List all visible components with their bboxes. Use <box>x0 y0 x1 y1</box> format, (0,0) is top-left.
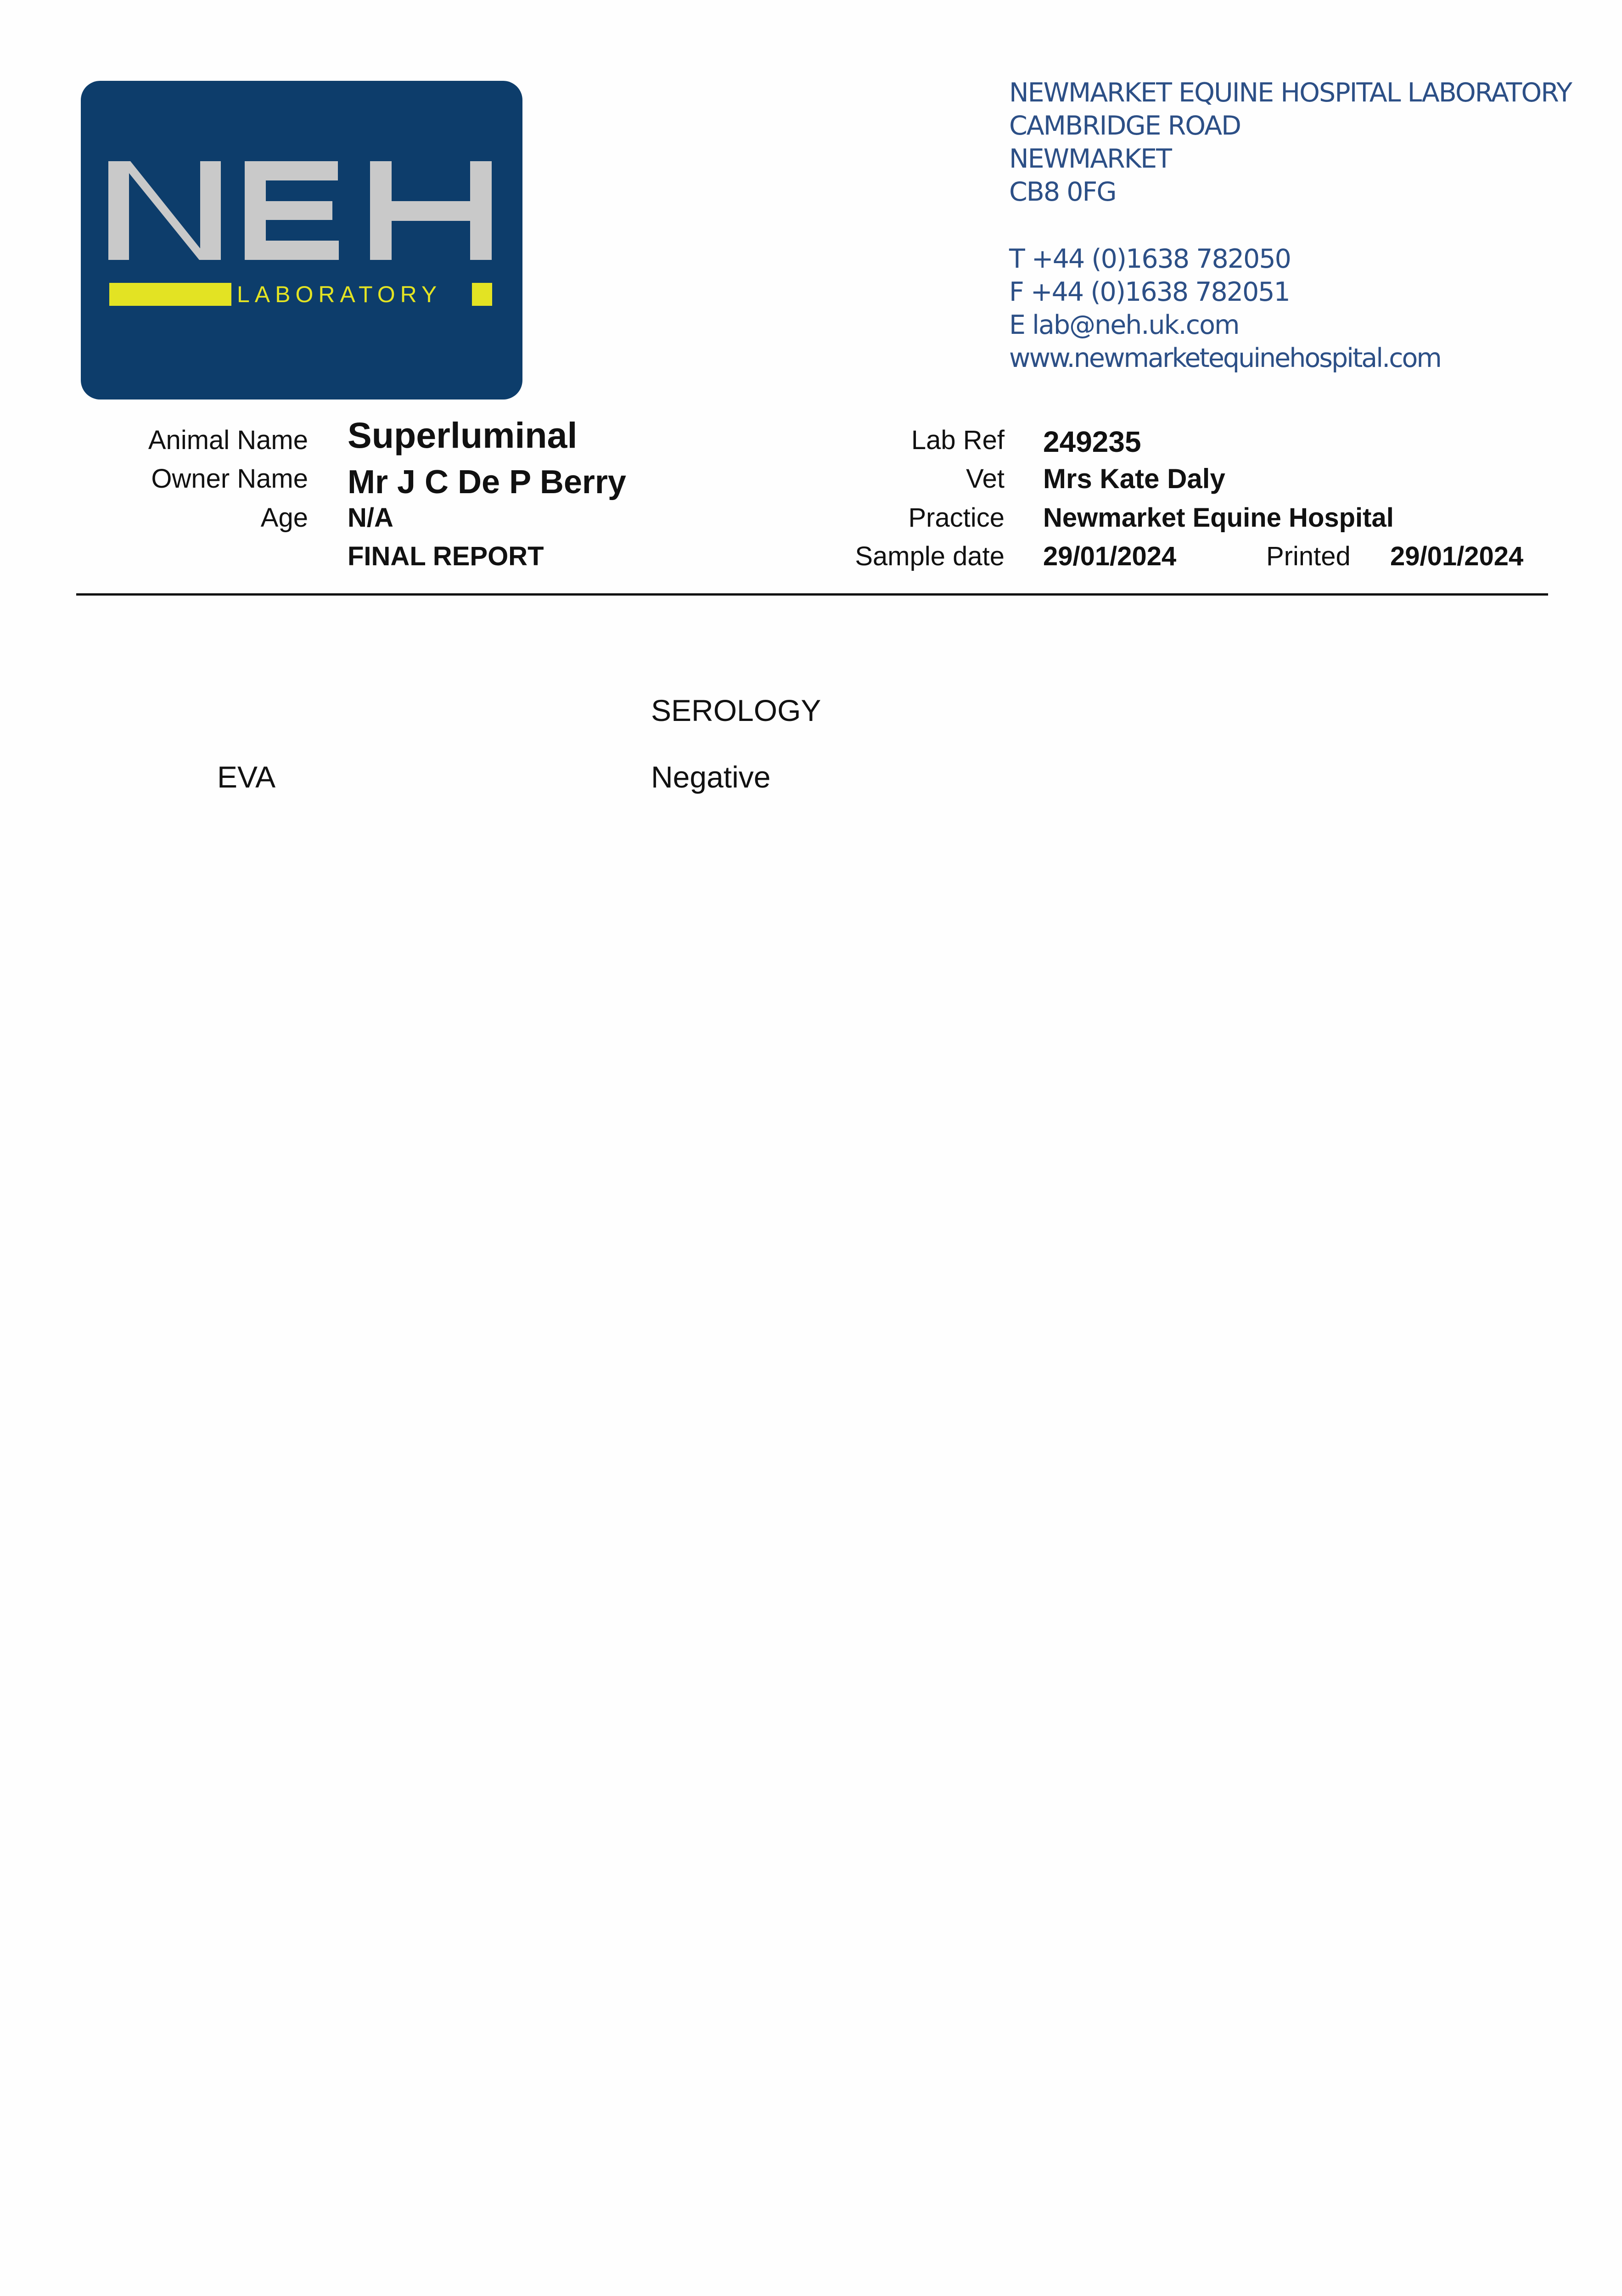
logo-accent-bar <box>109 283 231 306</box>
printed-label: Printed <box>1266 541 1351 571</box>
animal-name-value: Superluminal <box>348 415 578 456</box>
owner-name-label: Owner Name <box>151 464 308 494</box>
lab-town: NEWMARKET <box>1009 144 1172 174</box>
vet-value: Mrs Kate Daly <box>1043 463 1225 494</box>
logo-accent-square <box>472 283 492 306</box>
lab-ref-label: Lab Ref <box>911 425 1005 455</box>
report-status: FINAL REPORT <box>348 541 544 571</box>
lab-name: NEWMARKET EQUINE HOSPITAL LABORATORY <box>1009 78 1572 108</box>
vet-label: Vet <box>966 464 1005 494</box>
logo-neh-lettering <box>108 161 499 299</box>
lab-website: www.newmarketequinehospital.com <box>1009 343 1441 373</box>
logo-laboratory-text: LABORATORY <box>237 281 442 307</box>
lab-telephone: T +44 (0)1638 782050 <box>1009 244 1291 274</box>
neh-laboratory-logo <box>81 81 522 400</box>
test-name-eva: EVA <box>217 760 276 794</box>
lab-ref-value: 249235 <box>1043 425 1141 458</box>
lab-road: CAMBRIDGE ROAD <box>1009 111 1241 141</box>
test-result-eva: Negative <box>651 760 771 794</box>
lab-email: E lab@neh.uk.com <box>1009 310 1239 340</box>
sample-date-value: 29/01/2024 <box>1043 541 1177 571</box>
age-value: N/A <box>348 503 393 533</box>
practice-label: Practice <box>908 503 1005 533</box>
lab-postcode: CB8 0FG <box>1009 177 1116 207</box>
printed-value: 29/01/2024 <box>1390 541 1524 571</box>
sample-date-label: Sample date <box>855 541 1005 571</box>
header-divider <box>76 593 1548 596</box>
lab-fax: F +44 (0)1638 782051 <box>1009 277 1290 307</box>
practice-value: Newmarket Equine Hospital <box>1043 503 1394 533</box>
age-label: Age <box>260 503 308 533</box>
animal-name-label: Animal Name <box>148 425 308 455</box>
lab-address-block <box>1009 76 1571 375</box>
owner-name-value: Mr J C De P Berry <box>348 464 626 501</box>
section-heading-serology: SEROLOGY <box>651 693 821 727</box>
